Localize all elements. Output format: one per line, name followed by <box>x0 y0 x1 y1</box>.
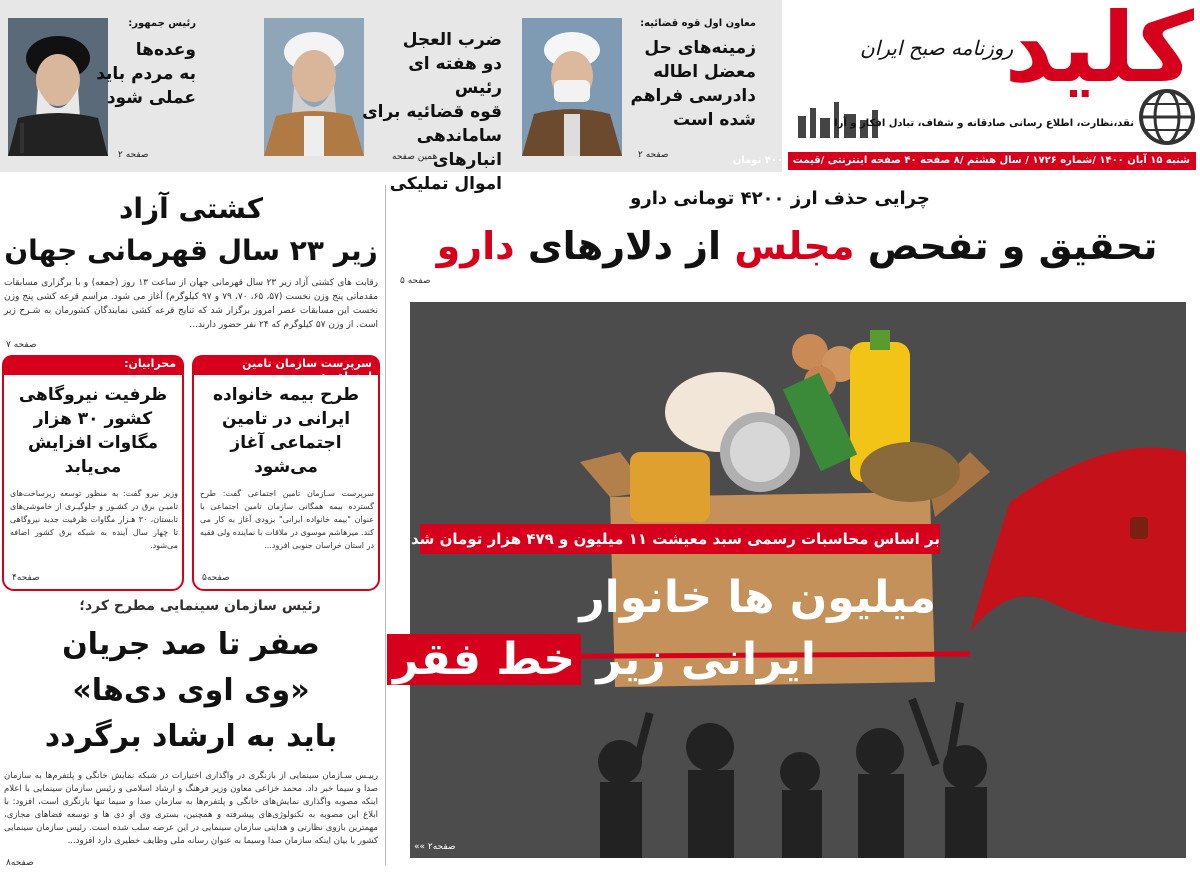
teaser-kicker: رئیس جمهور: <box>128 18 196 29</box>
main-photo[interactable] <box>366 302 1186 858</box>
photo-ribbon: بر اساس محاسبات رسمی سبد معیشت ۱۱ میلیون و ۴۷۹ هزار تومان شد <box>420 524 940 554</box>
headline-red-1: مجلس <box>734 224 855 268</box>
power-body: وزیر نیرو گفت: به منظور توسعه زیرساخت‌های تامیـن برق در کشـور و جلوگیـری از خاموشی‌های تابستان، ۳۰ هـزار مگاوات ظرفیت جدید نیروگاهی تا چهار سال آینده به شبکه برق کشور اضافه می‌شود. <box>10 489 179 550</box>
insurance-tab: سرپرست سازمان تامین اجتماعی: <box>192 355 380 375</box>
masthead-subtitle: روزنامه صبح ایران <box>860 36 1014 60</box>
teaser-deputy-judiciary[interactable] <box>518 10 766 160</box>
teaser-page-ref: صفحه ۲ <box>638 150 669 160</box>
headline-text-2: از دلارهای <box>514 224 735 268</box>
cinema-body: رییـس سـازمان سینمایی از بازنگری در واگذاری اختیارات در شبکه نمایش خانگی و پلتفرم‌ها به سازمان صدا و سیما خبر داد. محمد خزاعی معاون وزیر فرهنگ و ارشاد اسلامی و رئیس سازمان سینمایی با اعلام اینکه مصوبه واگذاری نمایش‌های خانگی و پلتفرم‌ها به سازمان صدا و سیما تنها بازنگری است، افزود: با ابلاغ این مصوبه به تکنولوژی‌های پیشرفته و همچنین، بستری وی او دی ها و توسعه فضاهای مجازی، مهمترین بازوی نظارتی و هدایتی سازمان سینمایی در این عرصه سلب شده است. رئیس سازمان سینمایی کشور با بیان اینکه سازمان صدا وسیما به عنوان رسانه ملی وظایف خطیری دارد افزود... <box>4 771 378 846</box>
photo-headline-line1: میلیون ها خانوار <box>579 572 936 623</box>
globe-icon <box>1138 88 1196 146</box>
column-divider <box>385 185 386 865</box>
teaser-judiciary[interactable] <box>262 10 502 194</box>
power-tab: محرابیان: <box>2 355 184 375</box>
photo-headline-exclaim: ! <box>366 634 388 685</box>
cinema-page-ref: صفحه۸ <box>6 858 34 868</box>
masthead <box>732 0 1200 172</box>
insurance-page-ref: صفحه۵ <box>202 573 230 583</box>
headline-text-1: تحقیق و تفحص <box>854 224 1158 268</box>
teaser-president[interactable] <box>8 10 248 160</box>
cinema-kicker: رئیس سازمان سینمایی مطرح کرد؛ <box>79 598 321 614</box>
main-headline <box>404 218 1190 274</box>
teaser-headline: ضرب العجل دو هفته ای رئیس قوه قضائیه برای ساماندهی انبارهای اموال تملیکی <box>362 30 502 194</box>
insurance-headline: طرح بیمه خانواده ایرانی در تامین اجتماعی آغاز می‌شود <box>213 385 359 477</box>
teaser-headline: وعده‌ها به مردم باید عملی شود <box>96 40 196 108</box>
issue-line: شنبه ۱۵ آبان ۱۴۰۰ /شماره ۱۷۲۶ / سال هشتم /۸ صفحه ۴۰ صفحه اینترنتی /قیمت ۴۰۰۰ تومان <box>788 152 1196 170</box>
photo-page-ref: صفحه۲ »» <box>414 842 456 852</box>
masthead-tagline: نقد،نظارت، اطلاع رسانی صادقانه و شفاف، تبادل افکار و آرا <box>834 118 1134 129</box>
masthead-logo: کلید <box>1004 0 1194 104</box>
wrestling-body: رقابت های کشتی آزاد زیر ۲۳ سال قهرمانی جهان از ساعت ۱۳ روز (جمعه) و با برگزاری مسابقات مقدماتی پنج وزن نخست (۵۷، ۶۵، ۷۰، ۷۹ و ۹۷ کیلوگرم) آغاز می شود. مراسم قرعه کشی پنج وزن نخست این مسابقات عصر امروز برگزار شد که تنایج قرعه کشی نمایندگان کشورمان به شـرح زیر است. از وزن ۵۷ کیلوگرم که ۲۴ نفر حضور دارند... <box>4 278 379 330</box>
insurance-body: سرپرست سـازمان تامین اجتماعی گفت: طرح گسترده بیمه همگانی سازمان تامین اجتماعی با عنوان "بیمه خانواده ایرانی" بزودی آغاز به کار می کند. میرهاشم موسوی در ملاقات با نماینده ولی فقیه در استان خراسان جنوبی افزود... <box>200 489 374 550</box>
photo-headline-text: ایرانی زیر <box>581 634 816 685</box>
headline-red-2: دارو <box>436 224 515 268</box>
photo-headline-line2 <box>367 632 816 688</box>
insurance-box[interactable] <box>192 355 380 591</box>
main-kicker: چرایی حذف ارز ۴۲۰۰ تومانی دارو <box>630 188 930 209</box>
power-page-ref: صفحه۴ <box>12 573 40 583</box>
power-headline: ظرفیت نیروگاهی کشور ۳۰ هزار مگاوات افزایش می‌یابد <box>18 385 168 477</box>
teaser-kicker: معاون اول قوه قضائیه: <box>640 18 756 29</box>
teaser-headline: زمینه‌های حل معضل اطاله دادرسی فراهم شده است <box>630 38 756 130</box>
cinema-headline: صفر تا صد جریان «وی اوی دی‌ها» باید به ارشاد برگردد <box>44 627 338 754</box>
deputy-photo <box>522 18 622 156</box>
wrestling-headline: کشتی آزاد زیر ۲۳ سال قهرمانی جهان <box>4 192 378 267</box>
teaser-page-ref: همین صفحه <box>392 152 438 162</box>
poverty-line-highlight: خط فقر <box>387 634 581 685</box>
judiciary-photo <box>264 18 364 156</box>
teaser-page-ref: صفحه ۲ <box>118 150 149 160</box>
main-page-ref: صفحه ۵ <box>400 276 431 286</box>
power-box[interactable] <box>2 355 184 591</box>
wrestling-page-ref: صفحه ۷ <box>6 340 37 350</box>
